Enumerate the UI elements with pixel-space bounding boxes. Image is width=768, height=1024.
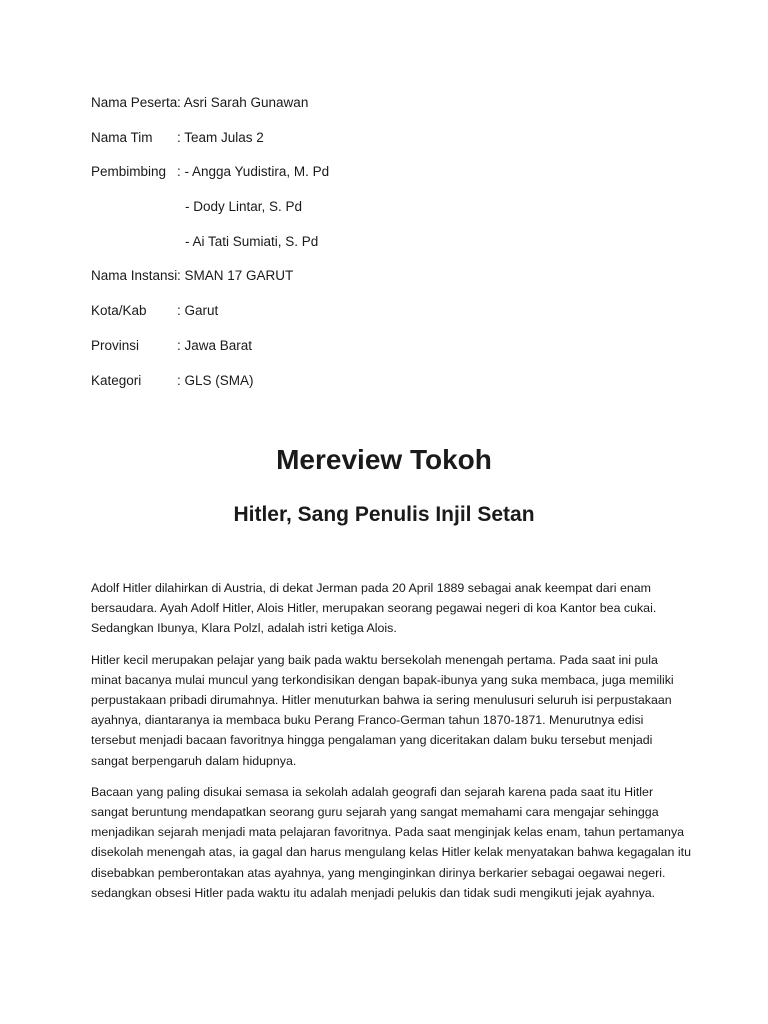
info-row-kategori bbox=[91, 371, 691, 406]
info-row-instansi bbox=[91, 266, 691, 301]
info-label: Kota/Kab bbox=[91, 303, 147, 319]
info-label: Nama Instansi bbox=[91, 268, 178, 284]
info-row-pembimbing-2 bbox=[91, 197, 691, 232]
info-value: - Ai Tati Sumiati, S. Pd bbox=[185, 233, 319, 249]
info-label: Nama Tim bbox=[91, 129, 153, 145]
info-row-provinsi bbox=[91, 336, 691, 371]
info-value: - Dody Lintar, S. Pd bbox=[185, 199, 303, 215]
paragraph: Hitler kecil merupakan pelajar yang baik pada waktu bersekolah menengah pertama. Pada saat ini pula minat bacanya mulai muncul yang terkondisikan dengan bapak-ibunya yang suka membaca, juga memiliki perpustakaan pribadi dirumahnya. Hitler menuturkan bahwa ia sering menulusuri seluruh isi perpustakaan ayahnya, diantaranya ia membaca buku Perang Franco-German tahun 1870-1871. Menurutnya edisi tersebut menjadi bacaan favoritnya hingga pengalaman yang diceritakan dalam buku tersebut menjadi sangat berpengaruh dalam hidupnya. bbox=[91, 652, 674, 768]
participant-info bbox=[91, 93, 691, 405]
info-value: : Garut bbox=[177, 303, 219, 319]
info-row-pembimbing bbox=[91, 162, 691, 197]
document-title: Mereview Tokoh bbox=[276, 444, 492, 475]
info-row-tim bbox=[91, 128, 691, 163]
info-label: Pembimbing bbox=[91, 164, 167, 180]
info-row-pembimbing-3 bbox=[91, 232, 691, 267]
info-label: Nama Peserta bbox=[91, 95, 178, 110]
info-value: : Asri Sarah Gunawan bbox=[177, 95, 309, 110]
info-label: Kategori bbox=[91, 372, 142, 388]
info-value: : Team Julas 2 bbox=[177, 129, 264, 145]
paragraph: Bacaan yang paling disukai semasa ia sekolah adalah geografi dan sejarah karena pada saat itu Hitler sangat beruntung mendapatkan seorang guru sejarah yang sangat memahami cara mengajar sehingga menjadikan sejarah menjadi mata pelajaran favoritnya. Pada saat menginjak kelas enam, tahun pertamanya disekolah menengah atas, ia gagal dan harus mengulang kelas Hitler kelak menyatakan bahwa kegagalan itu disebabkan pemberontakan atas ayahnya, yang menginginkan dirinya berkarier sebagai oegawai negeri. sedangkan obsesi Hitler pada waktu itu adalah menjadi pelukis dan tidak sudi mengikuti jejak ayahnya. bbox=[91, 784, 691, 900]
info-label: Provinsi bbox=[91, 337, 140, 353]
body-text bbox=[91, 578, 691, 914]
document-subtitle: Hitler, Sang Penulis Injil Setan bbox=[233, 503, 535, 526]
paragraph: Adolf Hitler dilahirkan di Austria, di dekat Jerman pada 20 April 1889 sebagai anak keempat dari enam bersaudara. Ayah Adolf Hitler, Alois Hitler, merupakan seorang pegawai negeri di koa Kantor bea cukai. Sedangkan Ibunya, Klara Polzl, adalah istri ketiga Alois. bbox=[91, 581, 657, 636]
info-value: : Jawa Barat bbox=[177, 337, 253, 353]
info-row-peserta bbox=[91, 93, 691, 128]
info-value: : - Angga Yudistira, M. Pd bbox=[177, 164, 330, 180]
info-value: : GLS (SMA) bbox=[177, 372, 254, 388]
info-row-kota bbox=[91, 301, 691, 336]
info-value: : SMAN 17 GARUT bbox=[177, 268, 294, 284]
